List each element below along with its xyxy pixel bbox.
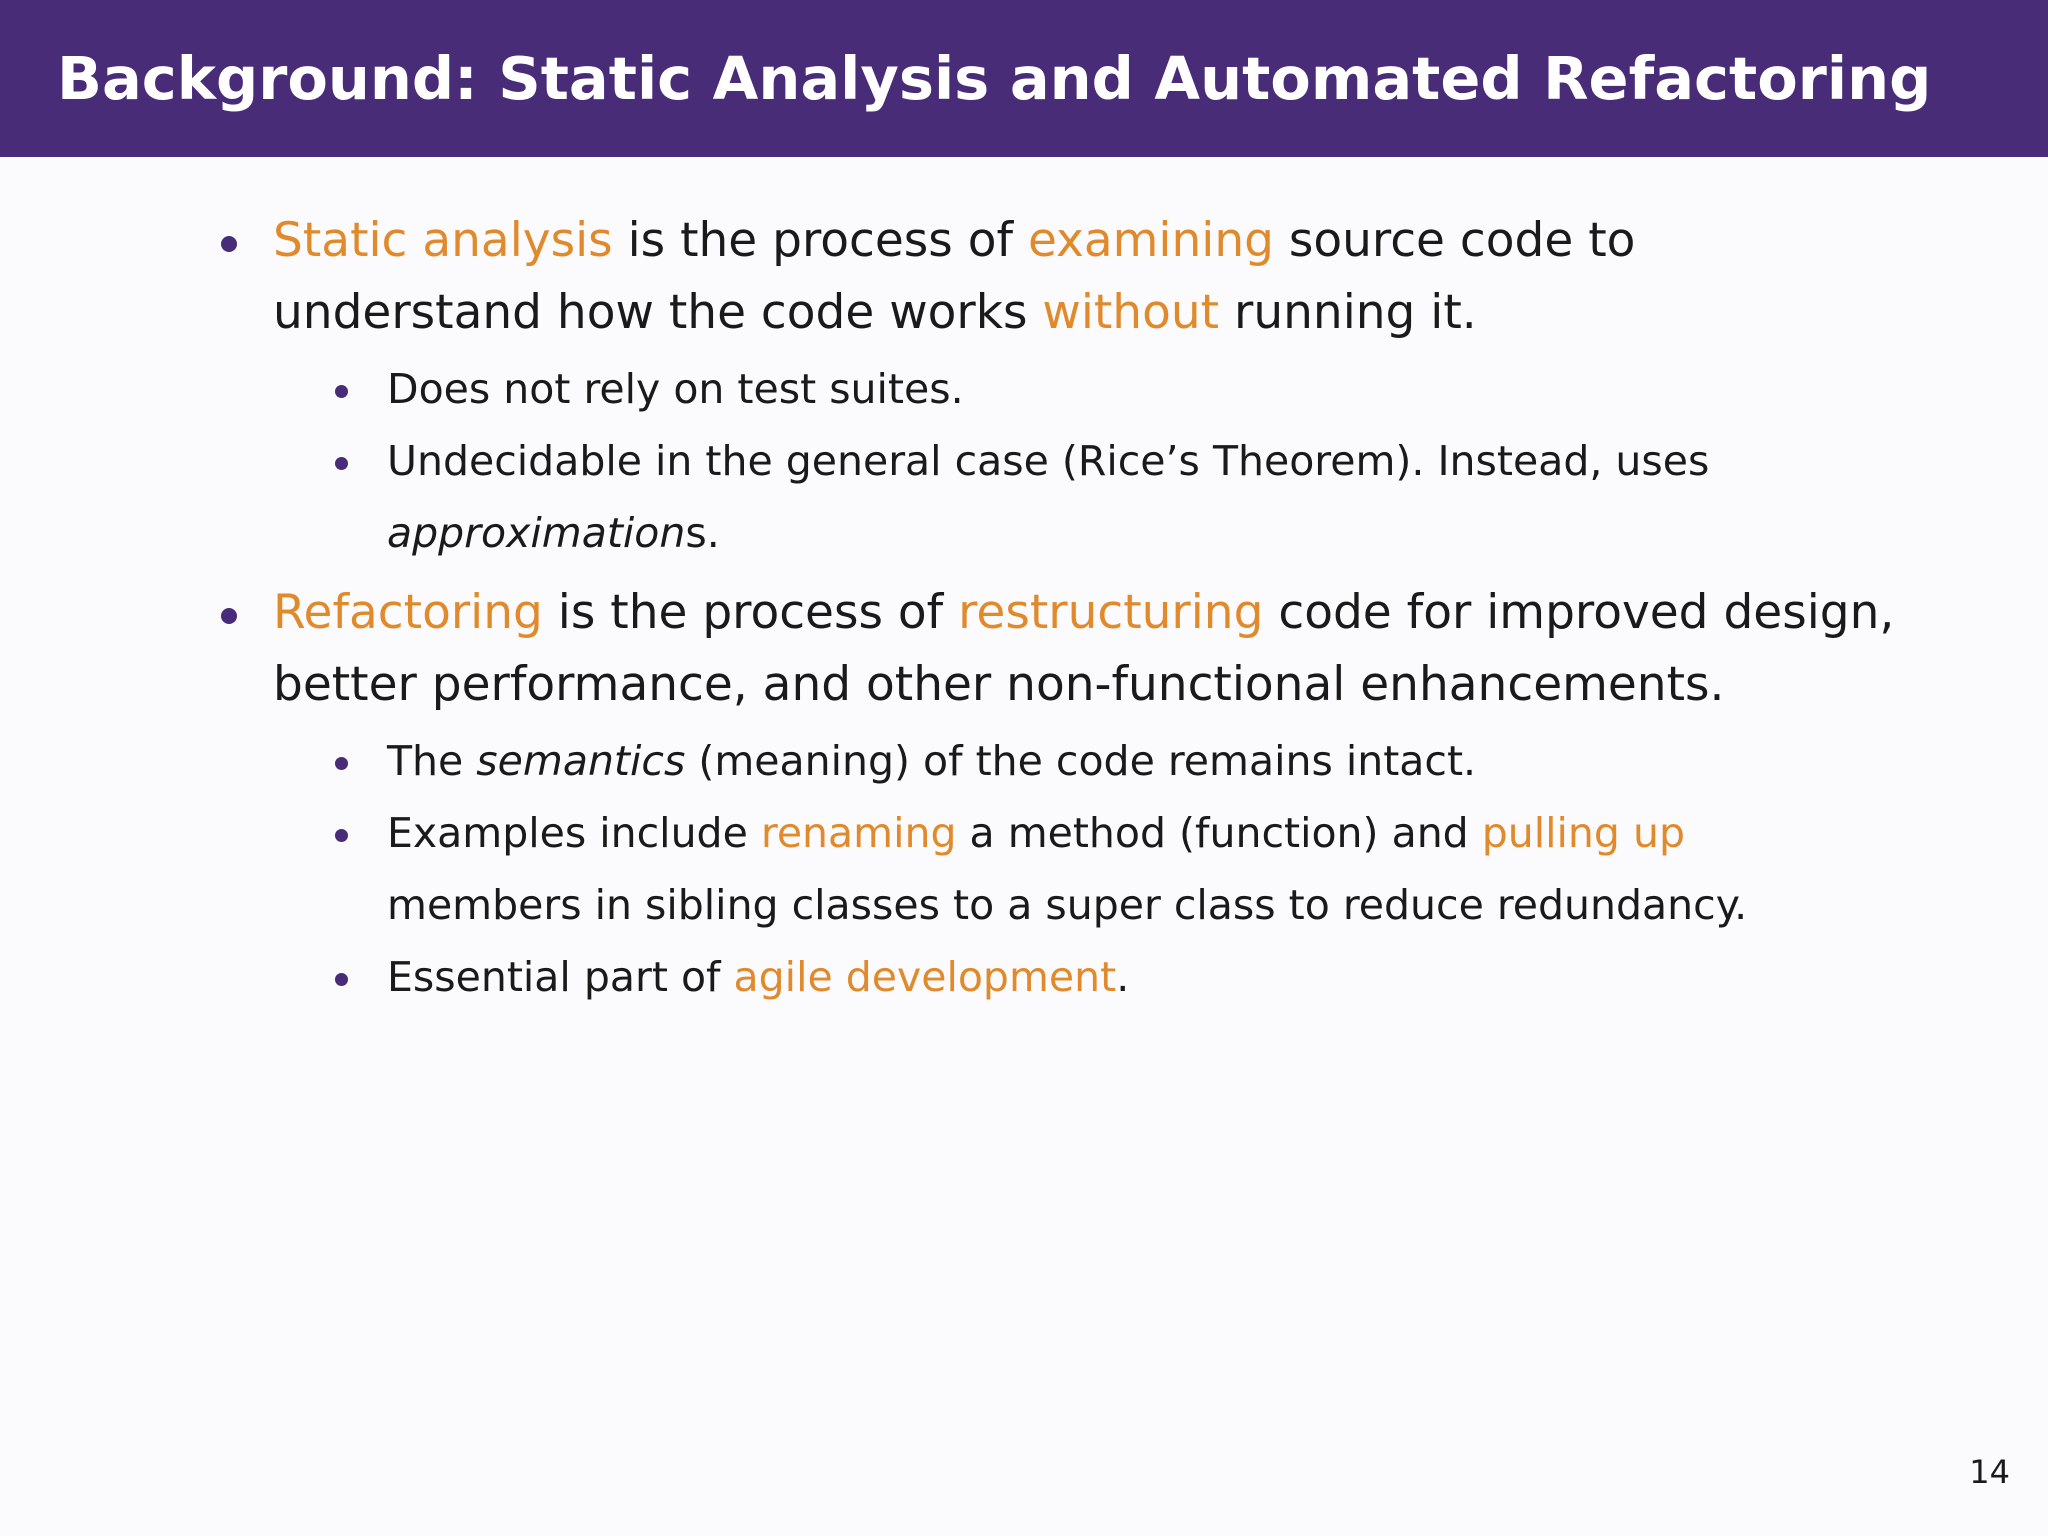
bullet-dot-icon [335, 829, 348, 842]
bullet-dot-icon [335, 757, 348, 770]
bullet-text: source code to [1273, 213, 1636, 268]
emphasis-semantics: semantics [476, 737, 686, 785]
sub-bullet-line [387, 941, 1915, 1013]
bullet-text: understand how the code works [273, 285, 1043, 340]
sub-bullet-line [387, 497, 1915, 569]
bullet-refactoring [215, 577, 1915, 721]
title-bar [0, 0, 2048, 157]
sub-bullet-semantics [215, 725, 1915, 797]
sub-bullet-line [387, 725, 1915, 797]
term-refactoring: Refactoring [273, 585, 543, 640]
bullet-text: better performance, and other non-functional enhancements. [273, 657, 1725, 712]
bullet-text: code for improved design, [1263, 585, 1895, 640]
term-static-analysis: Static analysis [273, 213, 613, 268]
slide-content [215, 205, 1915, 1013]
bullet-text: is the process of [542, 585, 959, 640]
highlight-restructuring: restructuring [958, 585, 1264, 640]
bullet-line [273, 205, 1915, 277]
sub-bullet-text: Examples include [387, 809, 761, 857]
emphasis-approximation: approximation [387, 509, 686, 557]
highlight-renaming: renaming [760, 809, 957, 857]
sub-bullet-test-suites [215, 353, 1915, 425]
bullet-text: is the process of [612, 213, 1028, 268]
sub-bullet-text: Does not rely on test suites. [387, 365, 964, 413]
sub-bullet-undecidable [215, 425, 1915, 569]
sub-bullet-line [387, 797, 1915, 869]
slide-title: Background: Static Analysis and Automated Refactoring [57, 44, 1932, 113]
bullet-static-analysis [215, 205, 1915, 349]
sub-bullet-text: a method (function) and [956, 809, 1482, 857]
sub-bullet-text: The [387, 737, 477, 785]
sub-bullet-text: . [1116, 953, 1130, 1001]
bullet-text: running it. [1219, 285, 1477, 340]
bullet-dot-icon [335, 457, 348, 470]
sub-bullet-examples [215, 797, 1915, 941]
bullet-line [273, 577, 1915, 649]
highlight-without: without [1042, 285, 1220, 340]
page-number: 14 [1969, 1453, 2010, 1491]
sub-bullet-agile [215, 941, 1915, 1013]
sub-bullet-text: members in sibling classes to a super class to reduce redundancy. [387, 881, 1748, 929]
sub-bullet-text: s. [685, 509, 720, 557]
highlight-pulling-up: pulling up [1481, 809, 1685, 857]
bullet-dot-icon [221, 608, 237, 624]
bullet-dot-icon [335, 385, 348, 398]
sub-bullet-text: Essential part of [387, 953, 734, 1001]
sub-bullet-text: (meaning) of the code remains intact. [685, 737, 1477, 785]
highlight-examining: examining [1027, 213, 1274, 268]
bullet-dot-icon [221, 236, 237, 252]
bullet-dot-icon [335, 973, 348, 986]
bullet-line [273, 277, 1915, 349]
highlight-agile-development: agile development [733, 953, 1117, 1001]
sub-bullet-text: Undecidable in the general case (Rice’s Theorem). Instead, uses [387, 437, 1710, 485]
